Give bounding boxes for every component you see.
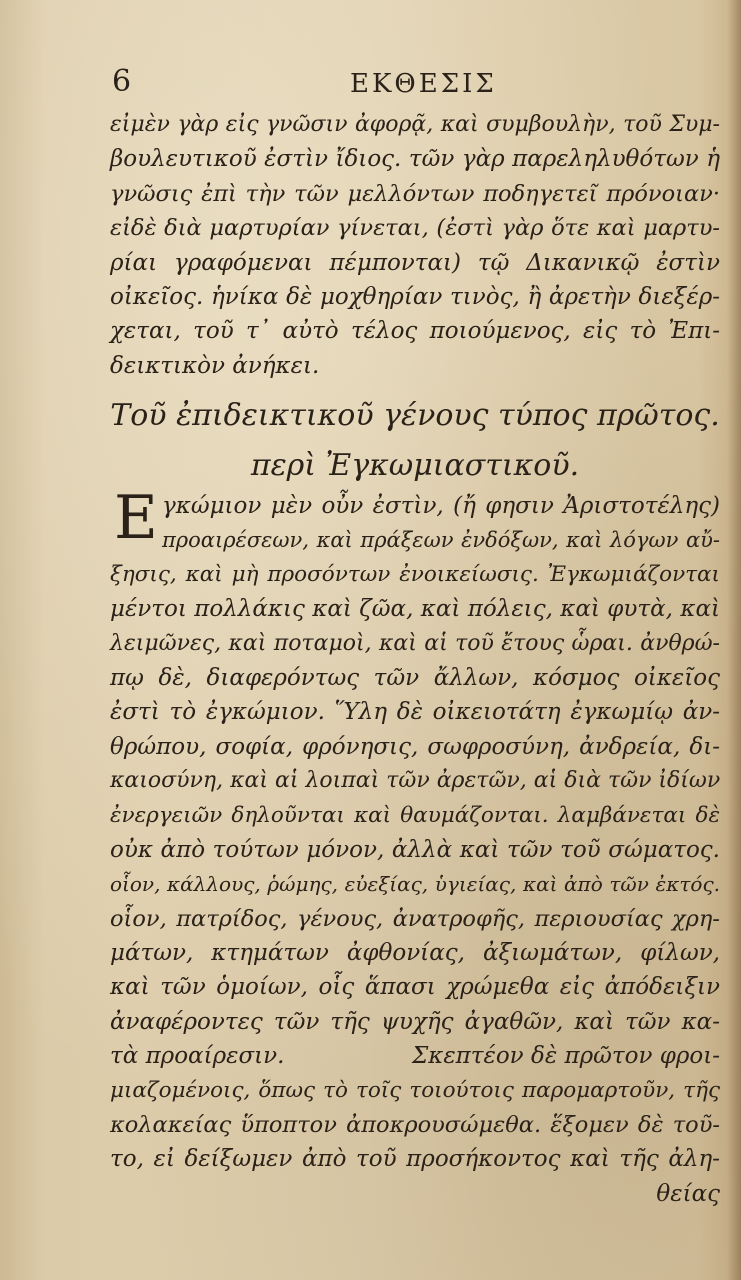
page-number: 6 [112,64,132,99]
text-line: ἐνεργειῶν δηλοῦνται καὶ θαυμάζονται. λαμβάνεται δὲ [110,802,720,828]
text-line: προαιρέσεων, καὶ πράξεων ἐνδόξων, καὶ λόγων αὔ- [162,528,720,553]
text-line: γκώμιον μὲν οὖν ἐστὶν, (ἤ φησιν Ἀριστοτέλης) [162,493,720,519]
paragraph-2 [110,489,720,1211]
page-gutter-shadow [727,0,741,1280]
text-line: ξησις, καὶ μὴ προσόντων ἐνοικείωσις. Ἐγκωμιάζονται [110,561,720,587]
drop-cap: Ε [114,483,158,553]
text-line-new-sentence: Σκεπτέον δὲ πρῶτον φροι- [411,1043,720,1070]
text-line: οὐκ ἀπὸ τούτων μόνον, ἀλλὰ καὶ τῶν τοῦ σώματος. [110,836,720,863]
text-line: μάτων, κτημάτων ἀφθονίας, ἀξιωμάτων, φίλων, [110,940,720,967]
text-line: το, εἰ δείξωμεν ἀπὸ τοῦ προσήκοντος καὶ τῆς ἀλη- [110,1146,720,1173]
section-heading: Τοῦ ἐπιδεικτικοῦ γένους τύπος πρῶτος. [110,398,720,433]
text-line: λειμῶνες, καὶ ποταμοὶ, καὶ αἱ τοῦ ἔτους ὧραι. ἀνθρώ- [110,630,720,656]
text-line: βουλευτικοῦ ἐστὶν ἴδιος. τῶν γὰρ παρεληλυθότων ἡ [110,146,720,173]
text-line: εἰδὲ διὰ μαρτυρίαν γίνεται, (ἐστὶ γὰρ ὅτε καὶ μαρτυ- [110,215,720,242]
text-line: οἷον, πατρίδος, γένους, ἀνατροφῆς, περιουσίας χρη- [110,905,720,932]
text-line: ρίαι γραφόμεναι πέμπονται) τῷ Δικανικῷ ἐστὶν [110,249,720,276]
running-title: ΕΚΘΕΣΙΣ [350,69,497,99]
text-line: εἰμὲν γὰρ εἰς γνῶσιν ἀφορᾷ, καὶ συμβουλὴν, τοῦ Συμ- [110,112,720,137]
text-line: οἷον, κάλλους, ῥώμης, εὐεξίας, ὑγιείας, καὶ ἀπὸ τῶν ἐκτός. [110,872,720,897]
text-line-end-of-paragraph: τὰ προαίρεσιν. [110,1043,285,1070]
text-line: οἰκεῖος. ἡνίκα δὲ μοχθηρίαν τινὸς, ἢ ἀρετὴν διεξέρ- [110,283,720,310]
text-line: μιαζομένοις, ὅπως τὸ τοῖς τοιούτοις παρομαρτοῦν, τῆς [110,1077,720,1103]
text-line: καιοσύνη, καὶ αἱ λοιπαὶ τῶν ἀρετῶν, αἱ διὰ τῶν ἰδίων [110,768,721,794]
text-line: πῳ δὲ, διαφερόντως τῶν ἄλλων, κόσμος οἰκεῖος [110,664,720,691]
text-line: χεται, τοῦ τ᾽ αὐτὸ τέλος ποιούμενος, εἰς τὸ Ἐπι- [110,318,720,345]
text-line: μέντοι πολλάκις καὶ ζῶα, καὶ πόλεις, καὶ φυτὰ, καὶ [110,596,720,623]
text-line: κολακείας ὕποπτον ἀποκρουσώμεθα. ἕξομεν δὲ τοῦ- [110,1112,720,1139]
section-subheading: περὶ Ἐγκωμιαστικοῦ. [250,448,580,483]
running-head [112,62,722,102]
text-line: δεικτικὸν ἀνήκει. [110,352,320,379]
text-line: καὶ τῶν ὁμοίων, οἷς ἅπασι χρώμεθα εἰς ἀπόδειξιν [110,974,720,1001]
catchword: θείας [656,1180,720,1207]
text-line: ἀναφέροντες τῶν τῆς ψυχῆς ἀγαθῶν, καὶ τῶν κα- [110,1008,720,1035]
text-line-split [110,1039,720,1073]
paragraph-1 [110,108,720,383]
text-line: θρώπου, σοφία, φρόνησις, σωφροσύνη, ἀνδρεία, δι- [110,733,720,760]
text-line: γνῶσις ἐπὶ τὴν τῶν μελλόντων ποδηγετεῖ πρόνοιαν· [110,180,720,207]
text-line: ἐστὶ τὸ ἐγκώμιον. Ὕλη δὲ οἰκειοτάτη ἐγκωμίῳ ἀν- [110,699,720,726]
